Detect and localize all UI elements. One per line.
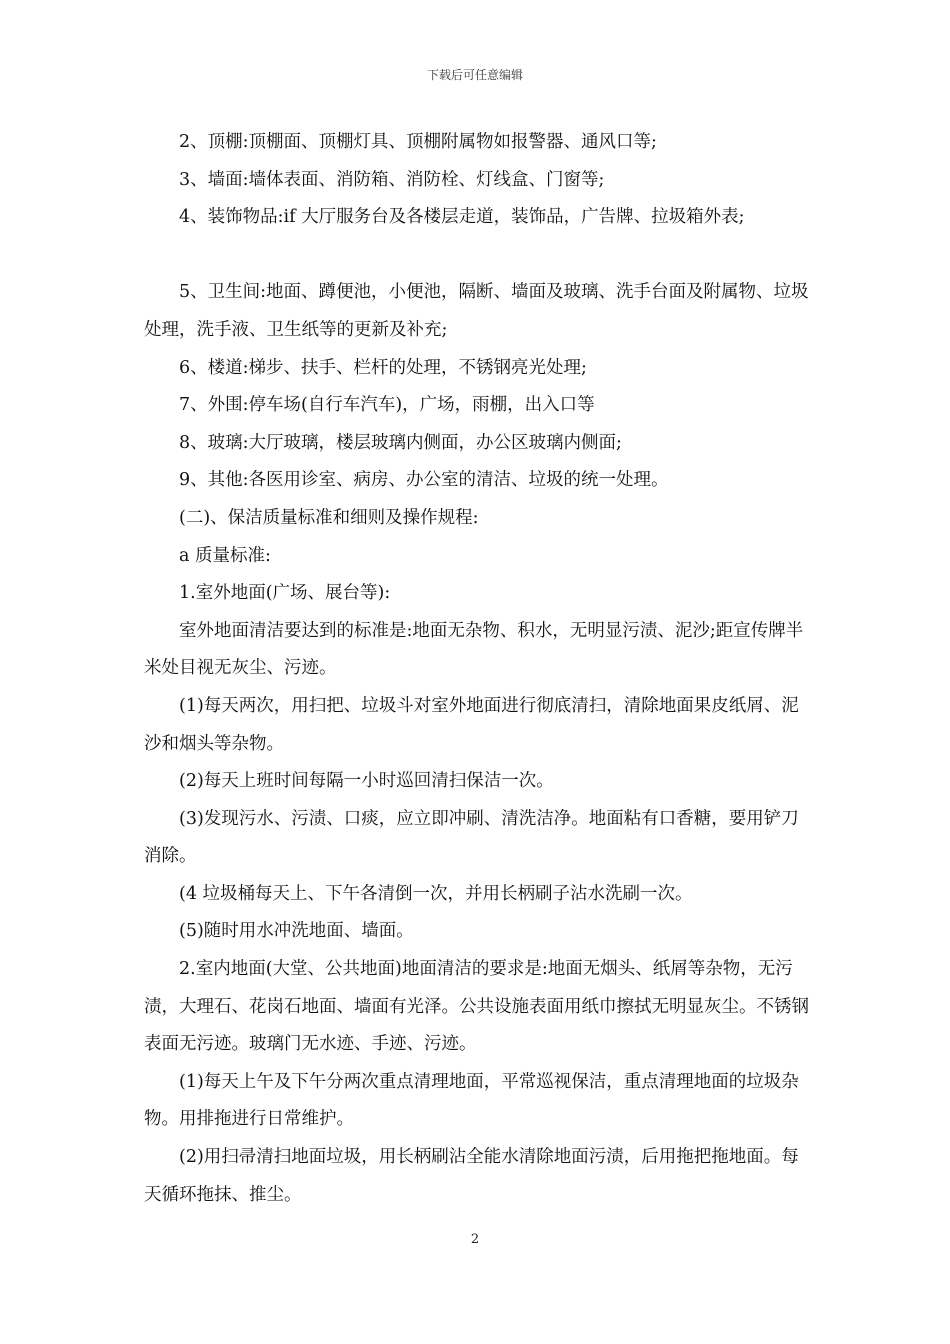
paragraph: 8、玻璃:大厅玻璃，楼层玻璃内侧面，办公区玻璃内侧面; [179,432,622,453]
subsection-heading: 1.室外地面(广场、展台等): [179,583,391,604]
paragraph: 3、墙面:墙体表面、消防箱、消防栓、灯线盒、门窗等; [179,169,605,190]
paragraph: (5)随时用水冲洗地面、墙面。 [179,921,414,942]
document-body [144,124,810,1214]
paragraph: (2)用扫帚清扫地面垃圾，用长柄刷沾全能水清除地面污渍，后用拖把拖地面。每天循环拖抹、推尘。 [144,1147,799,1205]
paragraph: (4 垃圾桶每天上、下午各清倒一次，并用长柄刷子沾水洗刷一次。 [179,883,693,904]
paragraph: 2.室内地面(大堂、公共地面)地面清洁的要求是:地面无烟头、纸屑等杂物，无污渍，大理石、花岗石地面、墙面有光泽。公共设施表面用纸巾擦拭无明显灰尘。不锈钢表面无污迹。玻璃门无水迹、手迹、污迹。 [144,959,809,1055]
page-header: 下载后可任意编辑 [426,68,523,82]
paragraph: (3)发现污水、污渍、口痰，应立即冲刷、清洗洁净。地面粘有口香糖，要用铲刀消除。 [144,808,799,867]
subsection-heading: a 质量标准: [179,545,271,566]
page-number: 2 [470,1232,480,1247]
paragraph: (2)每天上班时间每隔一小时巡回清扫保洁一次。 [179,771,554,792]
paragraph: (1)每天两次，用扫把、垃圾斗对室外地面进行彻底清扫，清除地面果皮纸屑、泥沙和烟头等杂物。 [144,695,799,754]
paragraph: 4、装饰物品:if 大厅服务台及各楼层走道，装饰品，广告牌、拉圾箱外表; [179,207,745,228]
paragraph: 5、卫生间:地面、蹲便池，小便池，隔断、墙面及玻璃、洗手台面及附属物、垃圾处理，洗手液、卫生纸等的更新及补充; [144,282,809,340]
paragraph: 7、外围:停车场(自行车汽车)，广场，雨棚，出入口等 [179,395,595,416]
paragraph: (1)每天上午及下午分两次重点清理地面，平常巡视保洁，重点清理地面的垃圾杂物。用排拖进行日常维护。 [144,1071,799,1130]
paragraph: 6、楼道:梯步、扶手、栏杆的处理，不锈钢亮光处理; [179,357,587,378]
blank-line [144,237,810,275]
paragraph: 9、其他:各医用诊室、病房、办公室的清洁、垃圾的统一处理。 [179,470,669,491]
paragraph: 2、顶棚:顶棚面、顶棚灯具、顶棚附属物如报警器、通风口等; [179,132,657,152]
section-heading: (二)、保洁质量标准和细则及操作规程: [179,507,479,528]
paragraph: 室外地面清洁要达到的标准是:地面无杂物、积水，无明显污渍、泥沙;距宣传牌半米处目视无灰尘、污迹。 [144,620,804,679]
